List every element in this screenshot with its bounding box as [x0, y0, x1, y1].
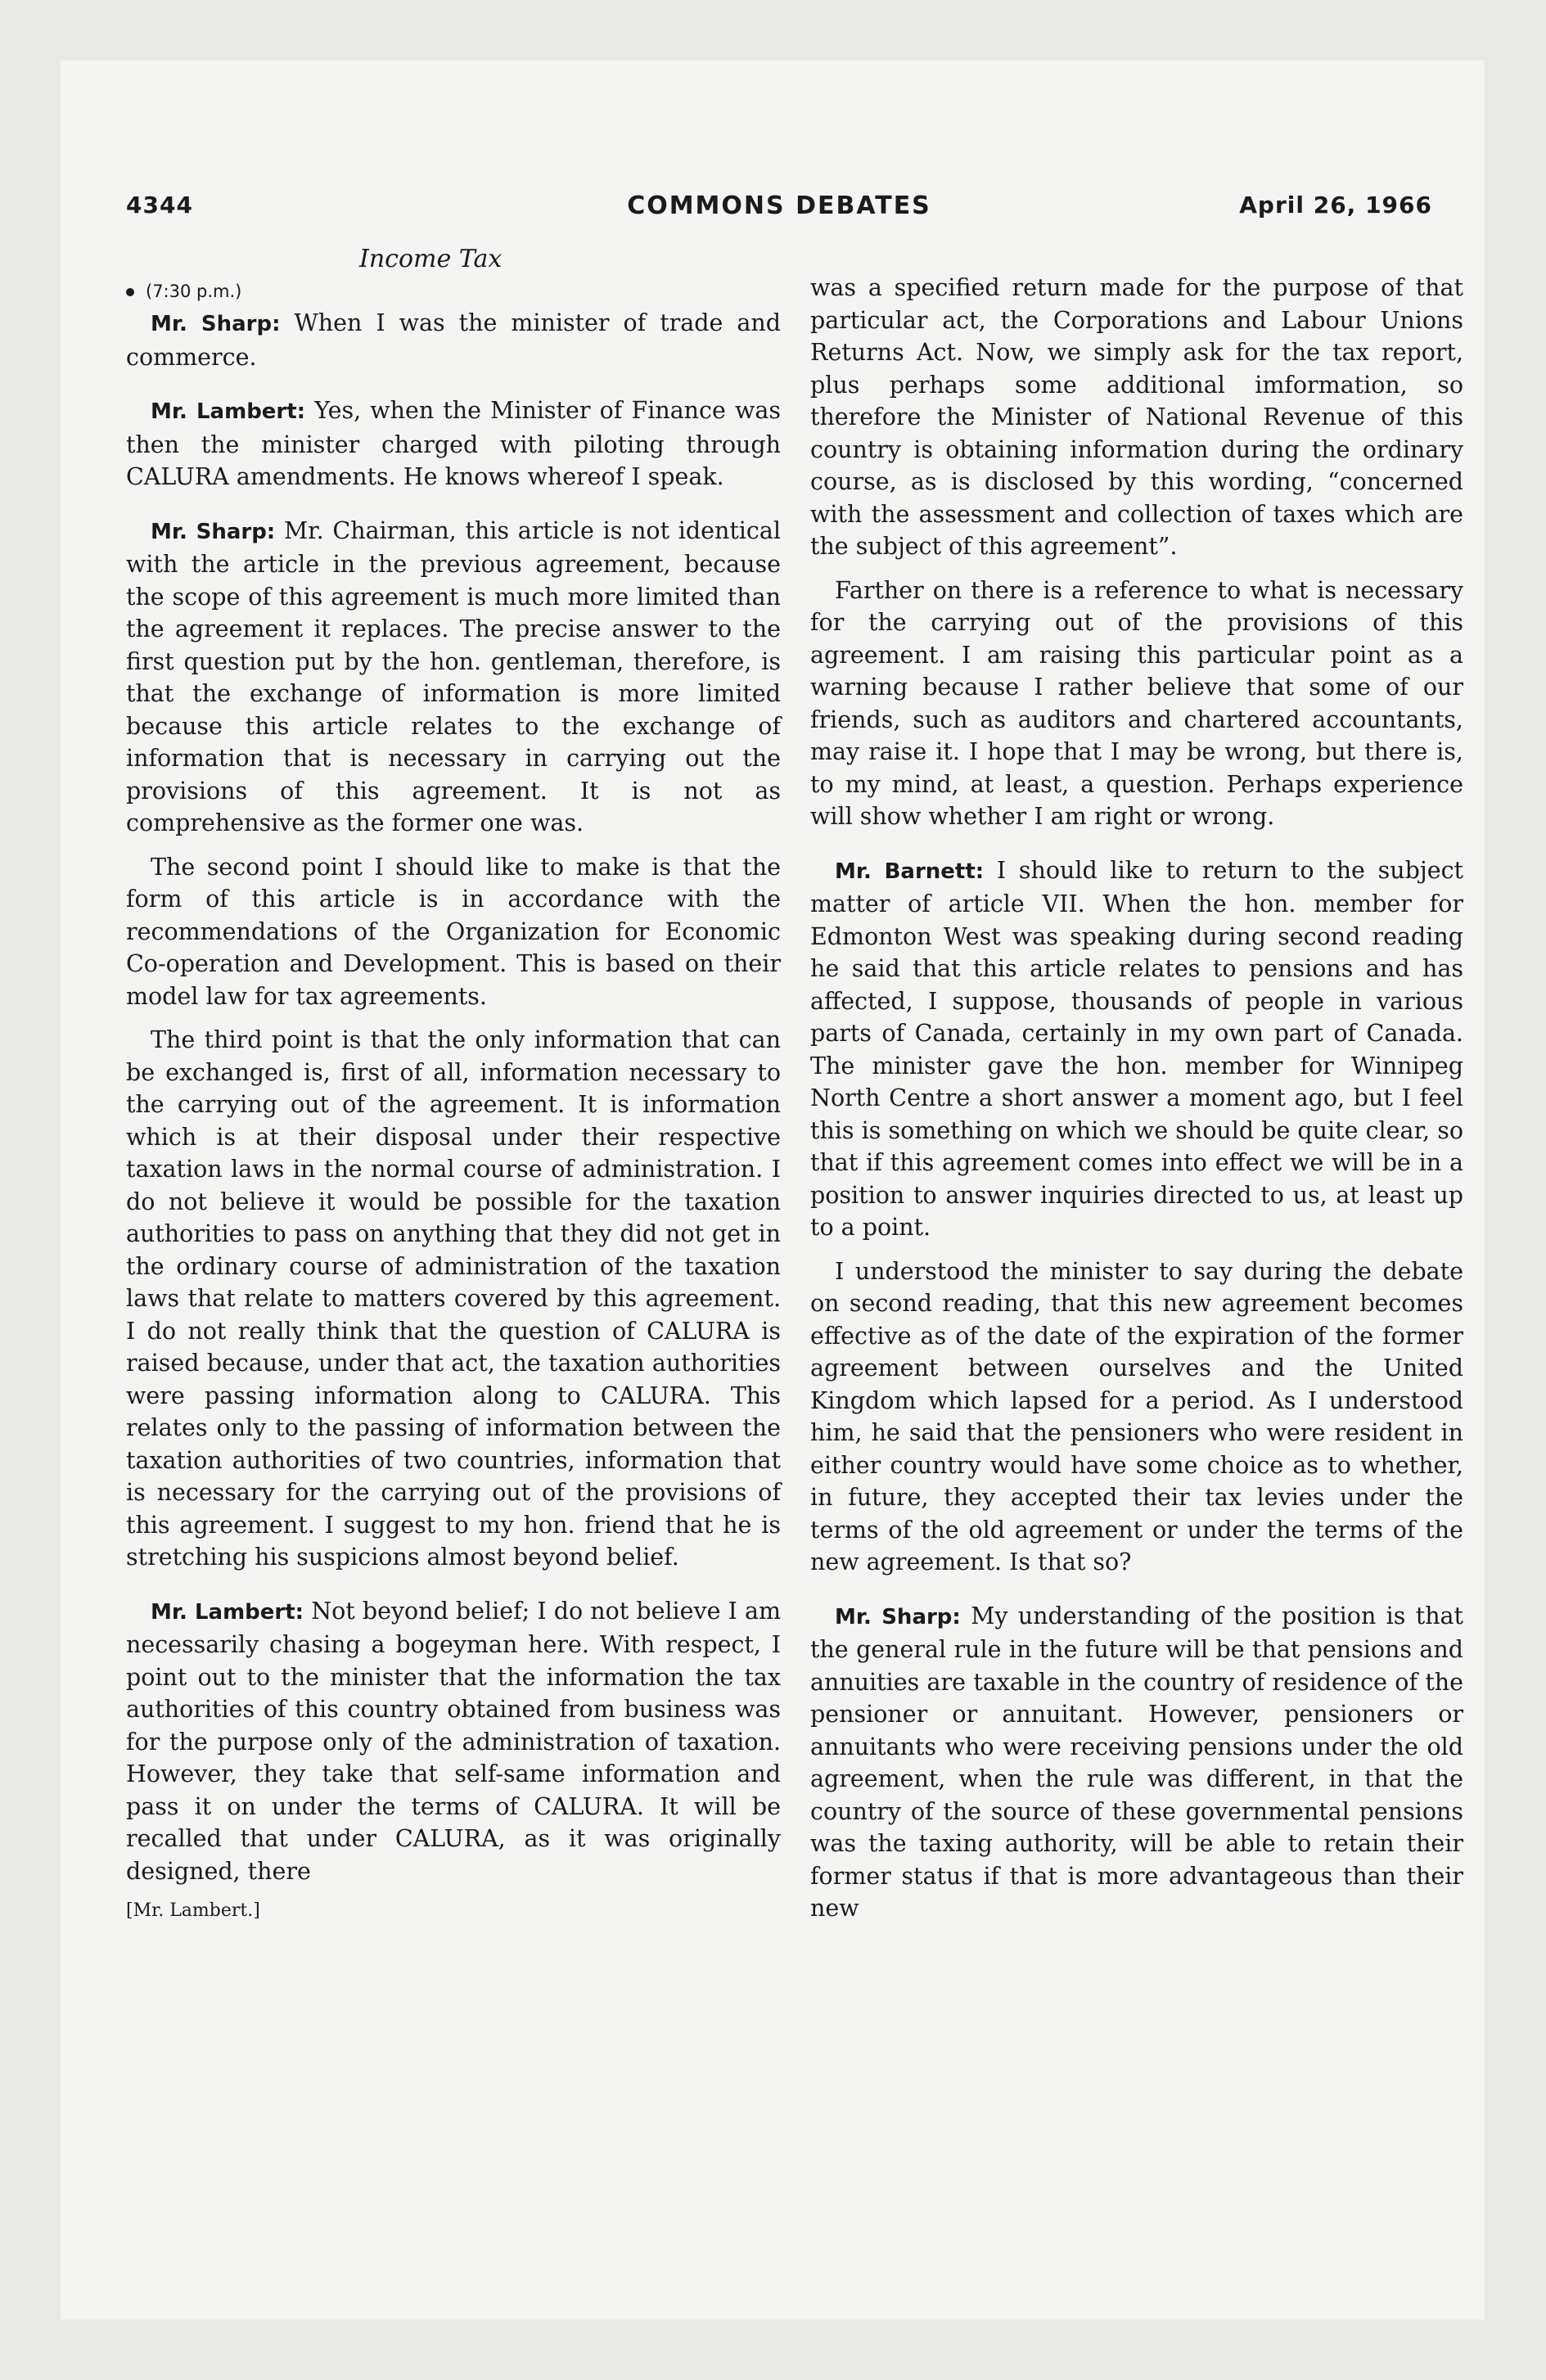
paragraph: [126, 1595, 781, 1888]
speaker-name: Mr. Sharp:: [151, 312, 281, 336]
paragraph: [126, 394, 781, 494]
time-stamp-text: (7:30 p.m.): [146, 282, 242, 301]
speaker-name: Mr. Barnett:: [835, 859, 985, 884]
left-column: [126, 245, 781, 1923]
publication-title: COMMONS DEBATES: [627, 192, 931, 220]
document-page: [61, 61, 1485, 2319]
paragraph: The third point is that the only information that can be exchanged is, first of all, information necessary to the carrying out of the agreement. It is information which is at their disposal under their respective taxation laws in the normal course of administration. I do not believe it would be possible for the taxation authorities to pass on anything that they did not get in the ordinary course of administration of the taxation laws that relate to matters covered by this agreement. I do not really think that the question of CALURA is raised because, under that act, the taxation authorities were passing information along to CALURA. This relates only to the passing of information between the taxation authorities of two countries, information that is necessary for the carrying out of the provisions of this agreement. I suggest to my hon. friend that he is stretching his suspicions almost beyond belief.: [126, 1026, 781, 1571]
paragraph: I understood the minister to say during the debate on second reading, that this new agreement becomes effective as of the date of the expiration of the former agreement between ourselves and the United Kingdom which lapsed for a period. As I understood him, he said that the pensioners who were resident in either country would have some choice as to whether, in future, they accepted their tax levies under the terms of the old agreement or under the terms of the new agreement. Is that so?: [810, 1257, 1463, 1575]
footer-speaker-label: [Mr. Lambert.]: [126, 1900, 260, 1921]
publication-date: April 26, 1966: [1239, 192, 1432, 219]
paragraph: The second point I should like to make is that the form of this article is in accordance with the recommendations of the Organization for Economic Co-operation and Development. This is based on their model law for tax agreements.: [126, 853, 781, 1010]
bullet-icon: [126, 288, 134, 296]
paragraph: Farther on there is a reference to what is necessary for the carrying out of the provisions of this agreement. I am raising this particular point as a warning because I rather believe that some of our friends, such as auditors and chartered accountants, may raise it. I hope that I may be wrong, but there is, to my mind, at least, a question. Perhaps experience will show whether I am right or wrong.: [810, 576, 1463, 830]
speaker-name: Mr. Sharp:: [151, 519, 276, 544]
paragraph: [126, 307, 781, 373]
paragraph: [810, 1600, 1463, 1925]
right-column: [810, 272, 1463, 1936]
paragraph: [126, 515, 781, 840]
paragraph: was a specified return made for the purpose of that particular act, the Corporations and Labour Unions Returns Act. Now, we simply ask for the tax report, plus perhaps some additional imformation, so therefore the Minister of National Revenue of this country is obtaining information during the ordinary course, as is disclosed by this wording, “concerned with the assessment and collection of taxes which are the subject of this agreement”.: [810, 274, 1463, 560]
paragraph-text: When I was the minister of trade and commerce.: [126, 309, 782, 371]
paragraph-text: Yes, when the Minister of Finance was then the minister charged with piloting through CALURA amendments. He knows whereof I speak.: [126, 397, 782, 490]
paragraph-text: Not beyond belief; I do not believe I am necessarily chasing a bogeyman here. With respect, I point out to the minister that the information the tax authorities of this country obtained from business was for the purpose only of the administration of taxation. However, they take that self-same information and pass it on under the terms of CALURA. It will be recalled that under CALURA, as it was originally designed, there: [126, 1597, 781, 1885]
speaker-name: Mr. Sharp:: [835, 1604, 961, 1629]
paragraph-text: Mr. Chairman, this article is not identical with the article in the previous agreement, because the scope of this agreement is much more limited than the agreement it replaces. The precise answer to the first question put by the hon. gentleman, therefore, is that the exchange of information is more limited because this article relates to the exchange of information that is necessary in carrying out the provisions of this agreement. It is not as comprehensive as the former one was.: [126, 516, 781, 836]
speaker-name: Mr. Lambert:: [151, 1599, 304, 1625]
paragraph-text: I should like to return to the subject matter of article VII. When the hon. member for Edmonton West was speaking during second reading he said that this article relates to pensions and has affected, I suppose, thousands of people in various parts of Canada, certainly in my own part of Canada. The minister gave the hon. member for Winnipeg North Centre a short answer a moment ago, but I feel this is something on which we should be quite clear, so that if this agreement comes into effect we will be in a position to answer inquiries directed to us, at least up to a point.: [810, 856, 1463, 1241]
page-header: [126, 192, 1432, 232]
paragraph: [810, 854, 1463, 1244]
speaker-name: Mr. Lambert:: [151, 399, 306, 424]
page-number: 4344: [126, 192, 193, 219]
paragraph-text: My understanding of the position is that the general rule in the future will be that pensions and annuities are taxable in the country of residence of the pensioner or annuitant. However, pensioners or annuitants who were receiving pensions under the old agreement, when the rule was different, in that the country of the source of these governmental pensions was the taxing authority, will be able to retain their former status if that is more advantageous than their new: [810, 1602, 1463, 1922]
section-subheading: Income Tax: [359, 245, 503, 273]
time-stamp: [126, 279, 781, 304]
